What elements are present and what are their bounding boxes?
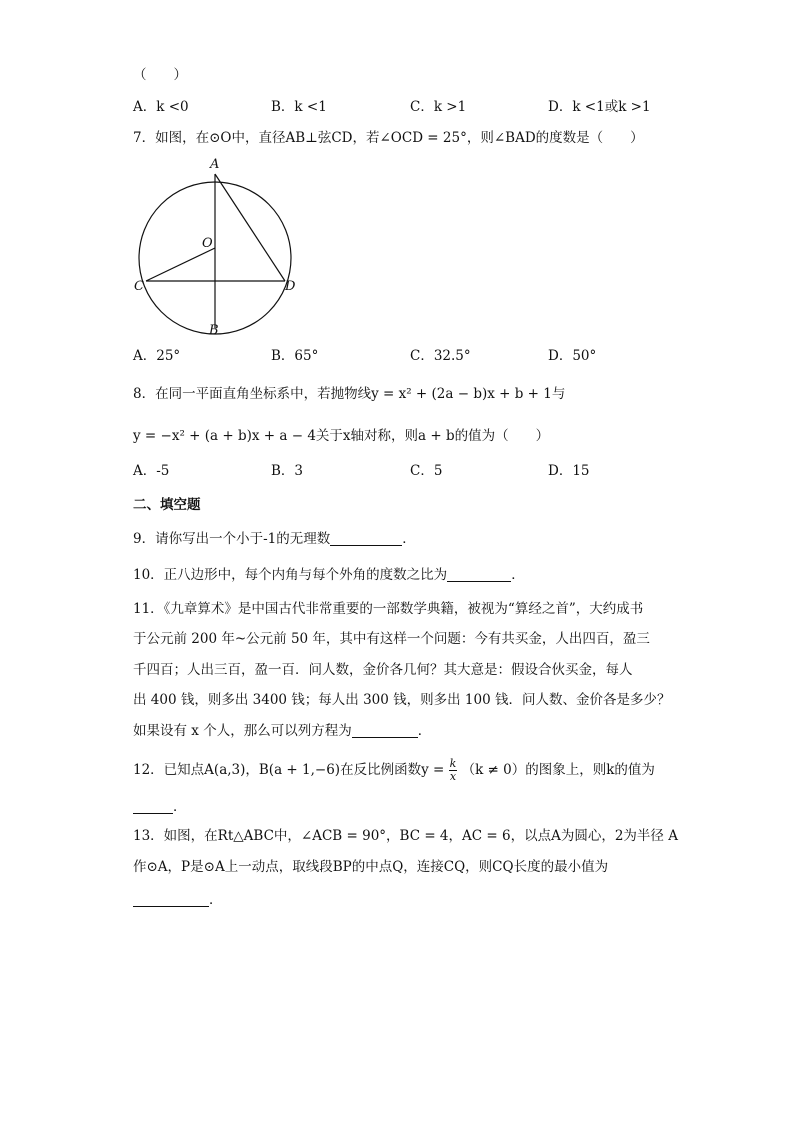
q6-option-c: C．k >1: [410, 99, 467, 115]
label-b: B: [209, 323, 219, 338]
q8-option-d: D．15: [548, 463, 590, 479]
q11-line5: [133, 721, 431, 741]
q7-circle-figure: [128, 150, 308, 340]
q11-end: ．: [417, 723, 432, 739]
q11-line4: 出 400 钱，则多出 3400 钱；每人出 300 钱，则多出 100 钱．问人数、金价各是多少？: [133, 692, 671, 708]
q10-text: 10．正八边形中，每个内角与每个外角的度数之比为: [133, 567, 448, 583]
q11-line1: 11．《九章算术》是中国古代非常重要的一部数学典籍，被视为“算经之首”，大约成书: [133, 601, 644, 617]
q11-line2: 于公元前 200 年~公元前 50 年，其中有这样一个问题：今有共买金，人出四百，盈三: [133, 631, 650, 647]
q9: [133, 529, 416, 549]
q6-option-b: B．k <1: [271, 99, 327, 115]
section-heading-fill-in: 二、填空题: [133, 497, 201, 513]
q9-end: ．: [402, 531, 416, 547]
q10-answer-blank[interactable]: [447, 567, 511, 582]
q12-answer-blank[interactable]: [133, 799, 173, 814]
q12-frac-num: k: [449, 757, 457, 770]
q13-line3: [133, 890, 223, 910]
q13-line1-text: 13．如图，在Rt△ABC中，∠ACB = 90°，BC = 4，AC = 6，以点A为圆心，2为半径: [133, 828, 664, 844]
q13-line1-tail: A: [668, 828, 678, 844]
q7-option-c: C．32.5°: [410, 348, 471, 364]
q10-end: ．: [511, 567, 525, 583]
q12-line1: [133, 758, 655, 783]
label-a: A: [210, 157, 220, 172]
q6-option-a: A．k <0: [133, 99, 189, 115]
q7-option-a: A．25°: [133, 348, 181, 364]
q11-last-text: 如果设有 x 个人，那么可以列方程为: [133, 723, 352, 739]
q8-option-c: C．5: [410, 463, 443, 479]
q6-paren: （ ）: [133, 67, 187, 83]
q13-end: ．: [209, 892, 223, 908]
q8-option-b: B．3: [271, 463, 304, 479]
q7-option-b: B．65°: [271, 348, 319, 364]
q6-option-d: D．k <1或k >1: [548, 99, 651, 115]
q9-answer-blank[interactable]: [330, 531, 402, 546]
q13-line2: 作⊙A，P是⊙A上一动点，取线段BP的中点Q，连接CQ，则CQ长度的最小值为: [133, 859, 609, 875]
q12-after: （k ≠ 0）的图象上，则k的值为: [461, 762, 655, 778]
q7-stem: 7．如图，在⊙O中，直径AB⊥弦CD，若∠OCD = 25°，则∠BAD的度数是（ ）: [133, 130, 644, 146]
q11-line3: 千四百；人出三百，盈一百．问人数，金价各几何？其大意是：假设合伙买金，每人: [133, 662, 633, 678]
label-o: O: [202, 236, 213, 251]
q12-fraction: [449, 758, 458, 783]
q13-line1: [133, 826, 678, 846]
q12-end: ．: [173, 799, 187, 815]
q9-text: 9．请你写出一个小于-1的无理数: [133, 531, 331, 547]
label-d: D: [285, 279, 296, 294]
label-c: C: [134, 279, 144, 294]
q8-stem-line1: 8．在同一平面直角坐标系中，若抛物线y = x² + (2a − b)x + b + 1与: [133, 386, 566, 402]
q12-line2: [133, 797, 187, 817]
q12-before: 12．已知点A(a,3)，B(a + 1,−6)在反比例函数y =: [133, 762, 445, 778]
q13-answer-blank[interactable]: [133, 892, 209, 907]
q12-frac-den: x: [449, 770, 457, 783]
q8-option-a: A．-5: [133, 463, 170, 479]
q10: [133, 565, 525, 585]
q7-option-d: D．50°: [548, 348, 597, 364]
q11-answer-blank[interactable]: [352, 723, 418, 738]
segment-oc: [146, 248, 215, 281]
q8-stem-line2: y = −x² + (a + b)x + a − 4关于x轴对称，则a + b的值为（ ）: [133, 428, 550, 444]
